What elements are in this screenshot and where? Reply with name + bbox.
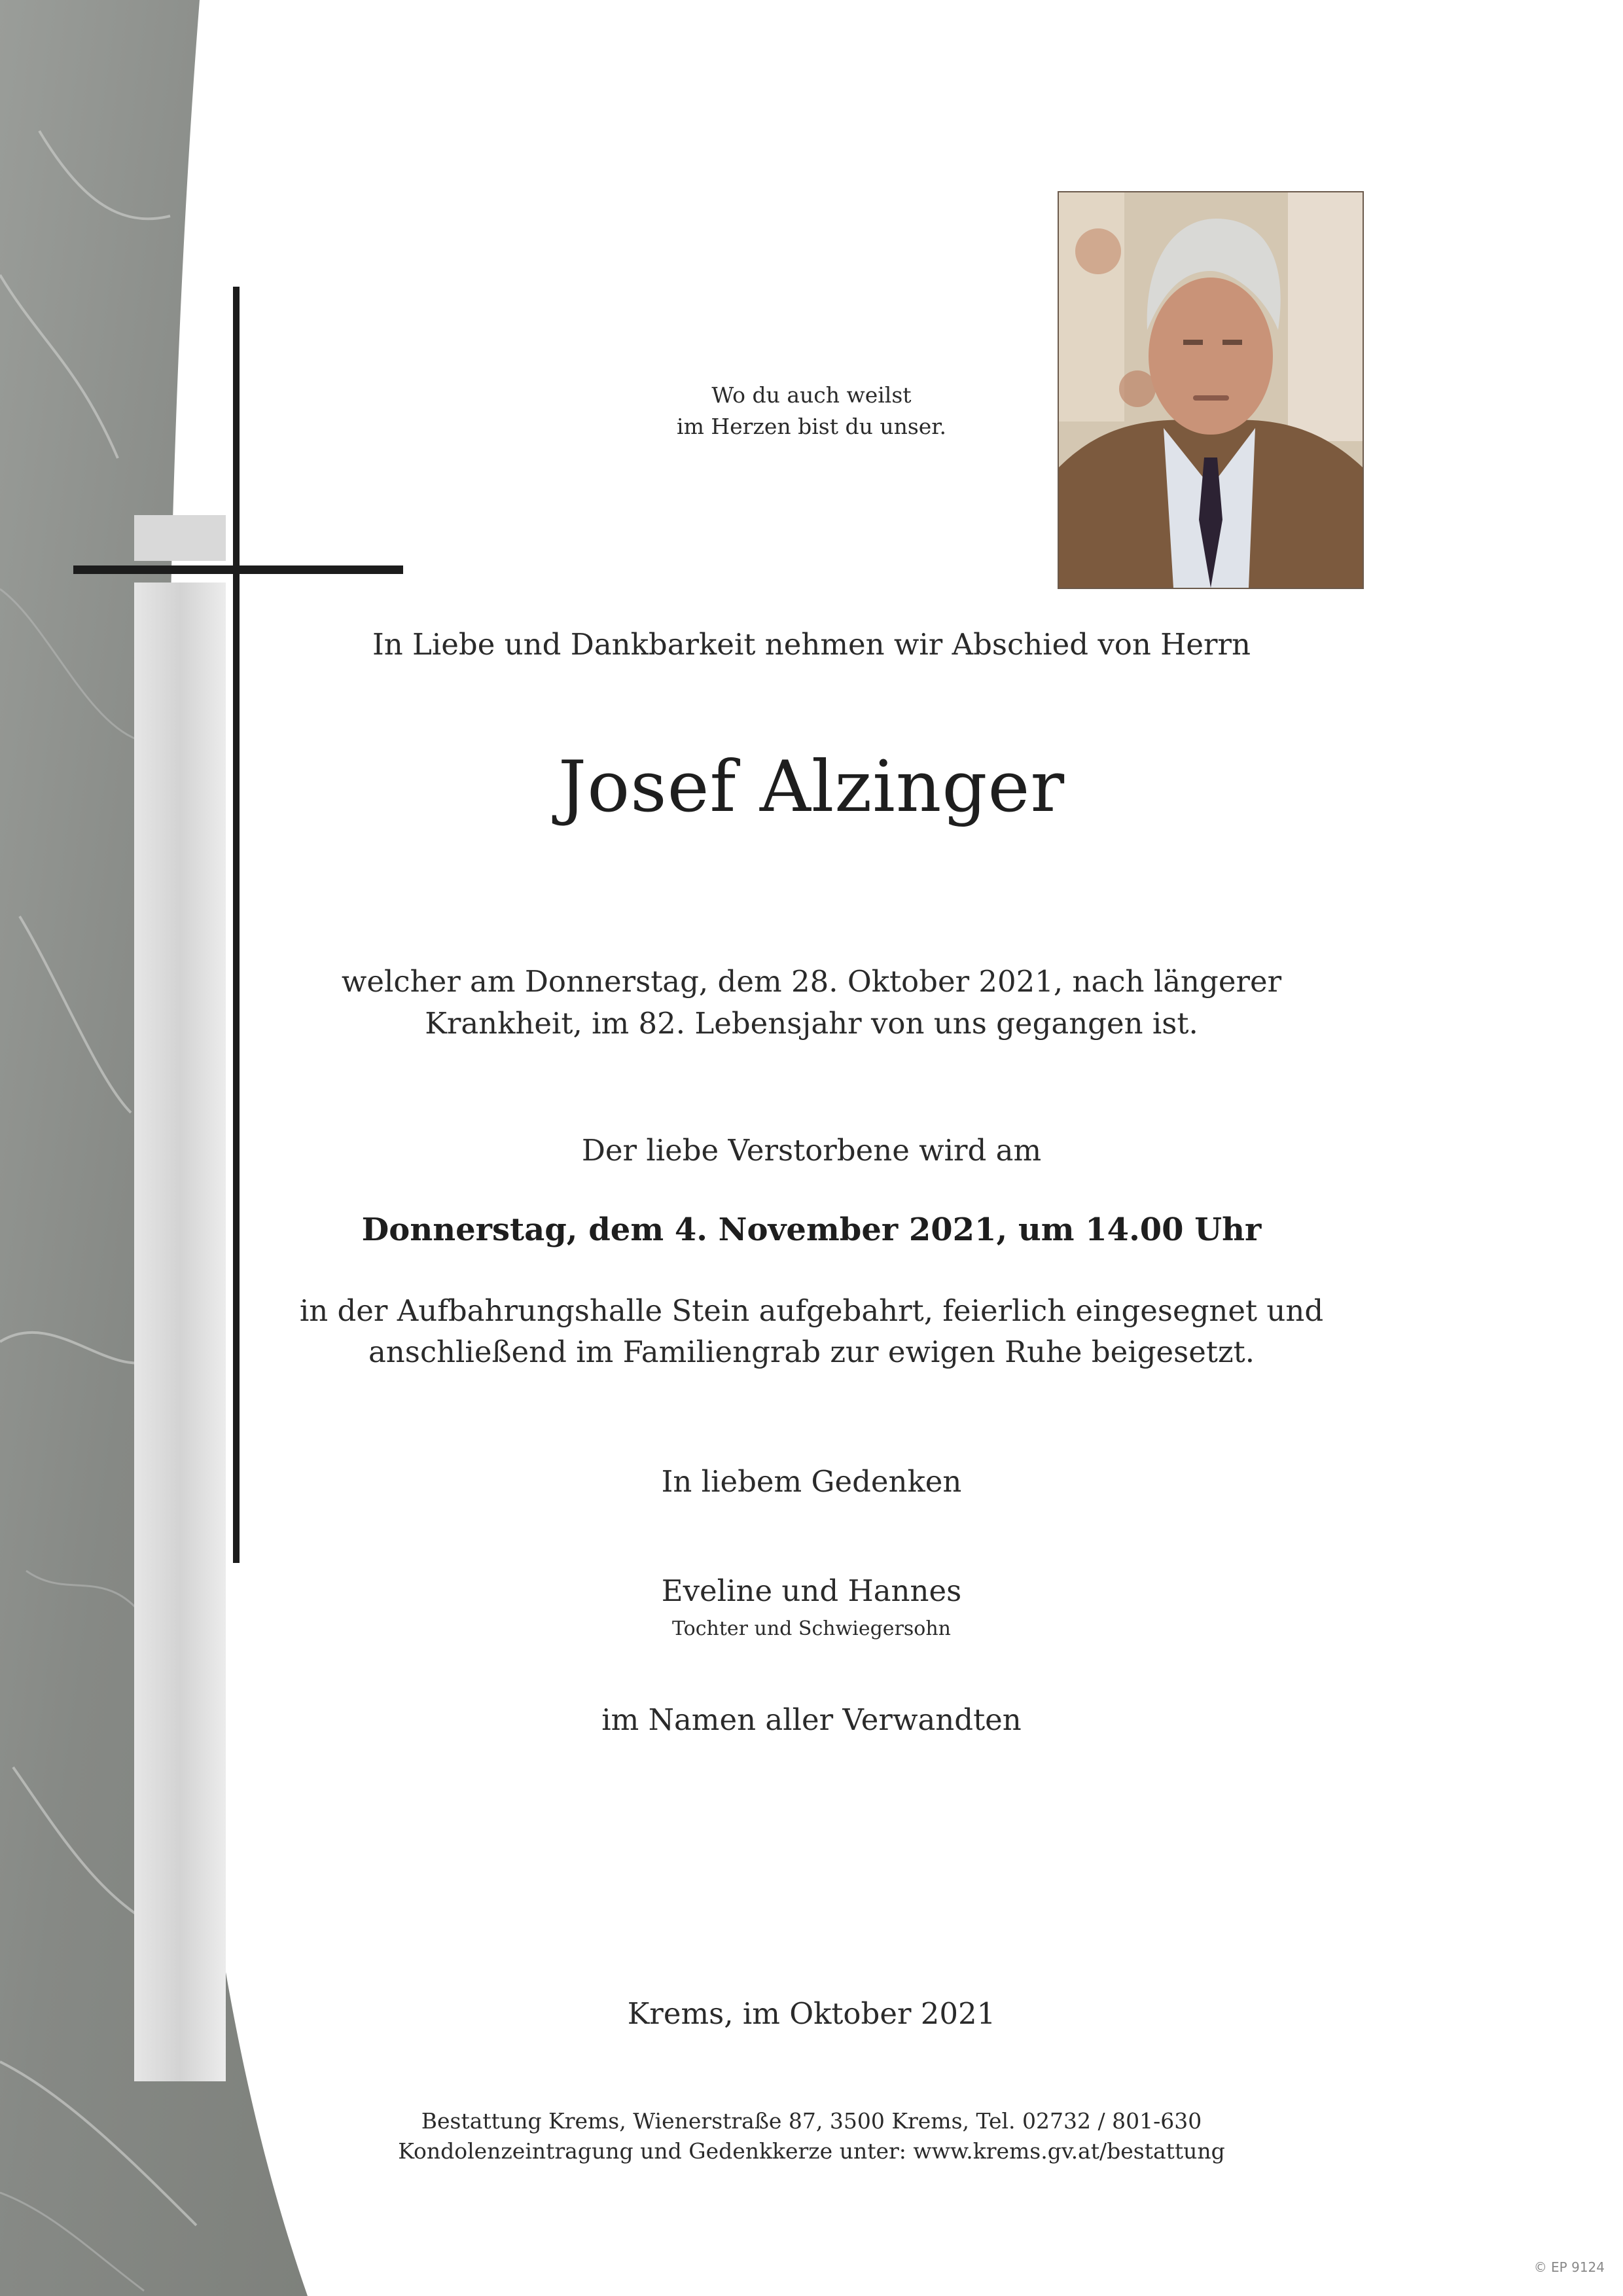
memory-text: In liebem Gedenken: [661, 1464, 962, 1499]
ceremony-lead: Der liebe Verstorbene wird am: [581, 1133, 1042, 1168]
intro-text: In Liebe und Dankbarkeit nehmen wir Abschied von Herrn: [372, 627, 1251, 662]
burial-line: anschließend im Familiengrab zur ewigen Ruhe beigesetzt.: [368, 1335, 1255, 1369]
place-date: Krems, im Oktober 2021: [627, 1996, 996, 2031]
copyright-mark: © EP 9124: [1533, 2259, 1605, 2275]
mourners-names: Eveline und Hannes: [661, 1573, 962, 1608]
portrait-photo: [1058, 191, 1364, 589]
cross-horizontal-bar: [73, 565, 403, 574]
death-notice-line: welcher am Donnerstag, dem 28. Oktober 2021, nach längerer: [341, 964, 1282, 999]
footer-line: Bestattung Krems, Wienerstraße 87, 3500 Krems, Tel. 02732 / 801-630: [421, 2108, 1202, 2134]
burial-details: [0, 1290, 1623, 1372]
footer-line: Kondolenzeintragung und Gedenkkerze unter: www.krems.gv.at/bestattung: [398, 2138, 1225, 2164]
death-notice-line: Krankheit, im 82. Lebensjahr von uns gegangen ist.: [425, 1006, 1198, 1041]
funeral-home-footer: [0, 2106, 1623, 2166]
motto-text: [0, 380, 1623, 442]
motto-line: Wo du auch weilst: [711, 382, 912, 408]
burial-line: in der Aufbahrungshalle Stein aufgebahrt, feierlich eingesegnet und: [299, 1293, 1324, 1328]
ceremony-date: Donnerstag, dem 4. November 2021, um 14.00 Uhr: [361, 1211, 1262, 1248]
mourners-relation: Tochter und Schwiegersohn: [671, 1617, 952, 1640]
family-text: im Namen aller Verwandten: [601, 1702, 1022, 1737]
deceased-name: Josef Alzinger: [558, 746, 1065, 828]
death-notice: [0, 961, 1623, 1045]
motto-line: im Herzen bist du unser.: [677, 414, 946, 439]
